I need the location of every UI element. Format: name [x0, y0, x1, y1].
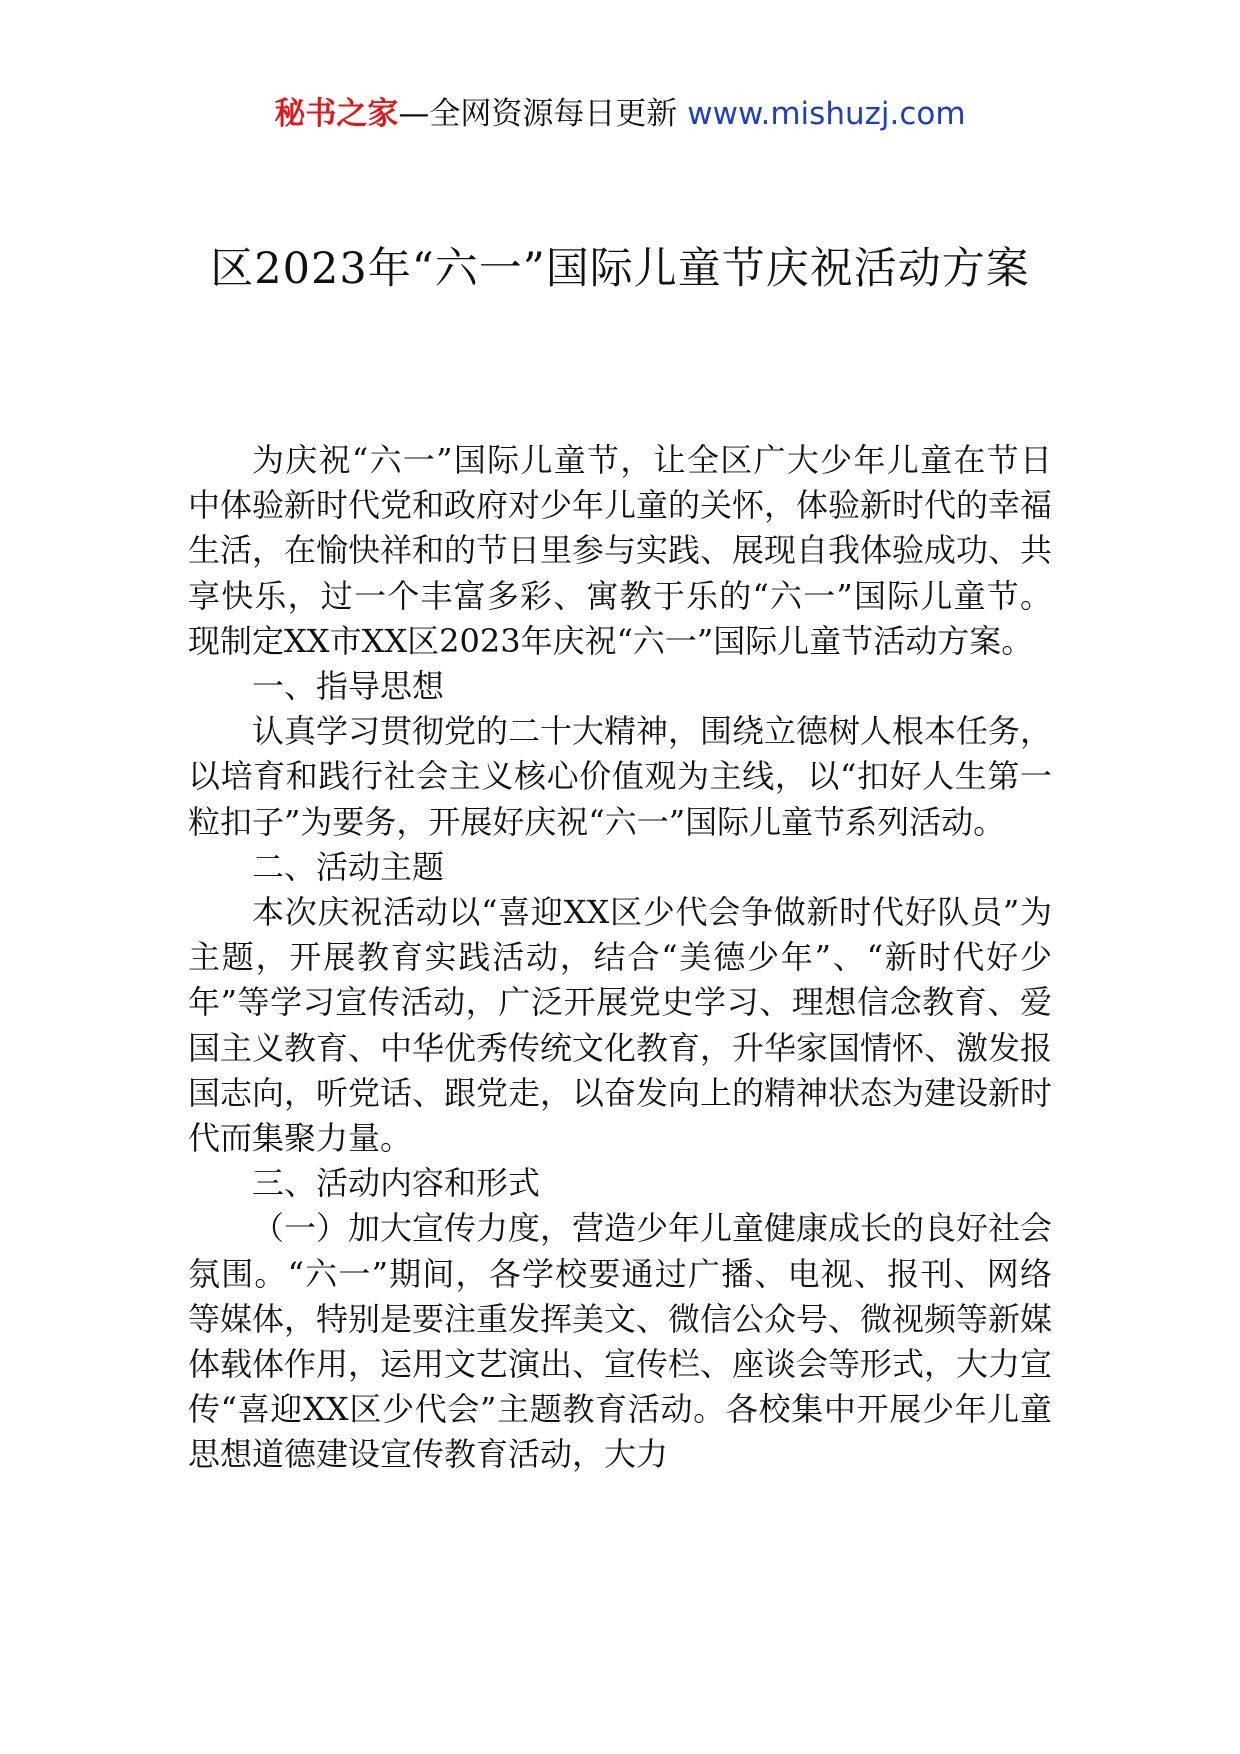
document-body: [188, 438, 1052, 1478]
section-heading-guiding-ideology: 一、指导思想: [252, 667, 445, 706]
site-header: [0, 94, 1240, 134]
intro-paragraph: 为庆祝“六一”国际儿童节，让全区广大少年儿童在节日中体验新时代党和政府对少年儿童的关怀，体验新时代的幸福生活，在愉快祥和的节日里参与实践、展现自我体验成功、共享快乐，过一个丰富多彩、寓教于乐的“六一”国际儿童节。现制定XX市XX区2023年庆祝“六一”国际儿童节活动方案。: [188, 441, 1053, 660]
brand-name: 秘书之家: [274, 96, 399, 132]
theme-paragraph: 本次庆祝活动以“喜迎XX区少代会争做新时代好队员”为主题，开展教育实践活动，结合“美德少年”、“新时代好少年”等学习宣传活动，广泛开展党史学习、理想信念教育、爱国主义教育、中华优秀传统文化教育，升华家国情怀、激发报国志向，听党话、跟党走，以奋发向上的精神状态为建设新时代而集聚力量。: [188, 893, 1053, 1158]
section-heading-content-form: 三、活动内容和形式: [252, 1164, 541, 1203]
guiding-ideology-paragraph: 认真学习贯彻党的二十大精神，围绕立德树人根本任务，以培育和践行社会主义核心价值观为主线，以“扣好人生第一粒扣子”为要务，开展好庆祝“六一”国际儿童节系列活动。: [188, 712, 1053, 841]
site-url-link[interactable]: www.mishuzj.com: [687, 96, 966, 132]
document-title: 区2023年“六一”国际儿童节庆祝活动方案: [210, 244, 1030, 294]
content-form-paragraph: （一）加大宣传力度，营造少年儿童健康成长的良好社会氛围。“六一”期间，各学校要通过广播、电视、报刊、网络等媒体，特别是要注重发挥美文、微信公众号、微视频等新媒体载体作用，运用文艺演出、宣传栏、座谈会等形式，大力宣传“喜迎XX区少代会”主题教育活动。各校集中开展少年儿童思想道德建设宣传教育活动，大力: [188, 1209, 1053, 1474]
section-heading-theme: 二、活动主题: [252, 847, 445, 886]
header-slogan: —全网资源每日更新: [398, 96, 688, 132]
